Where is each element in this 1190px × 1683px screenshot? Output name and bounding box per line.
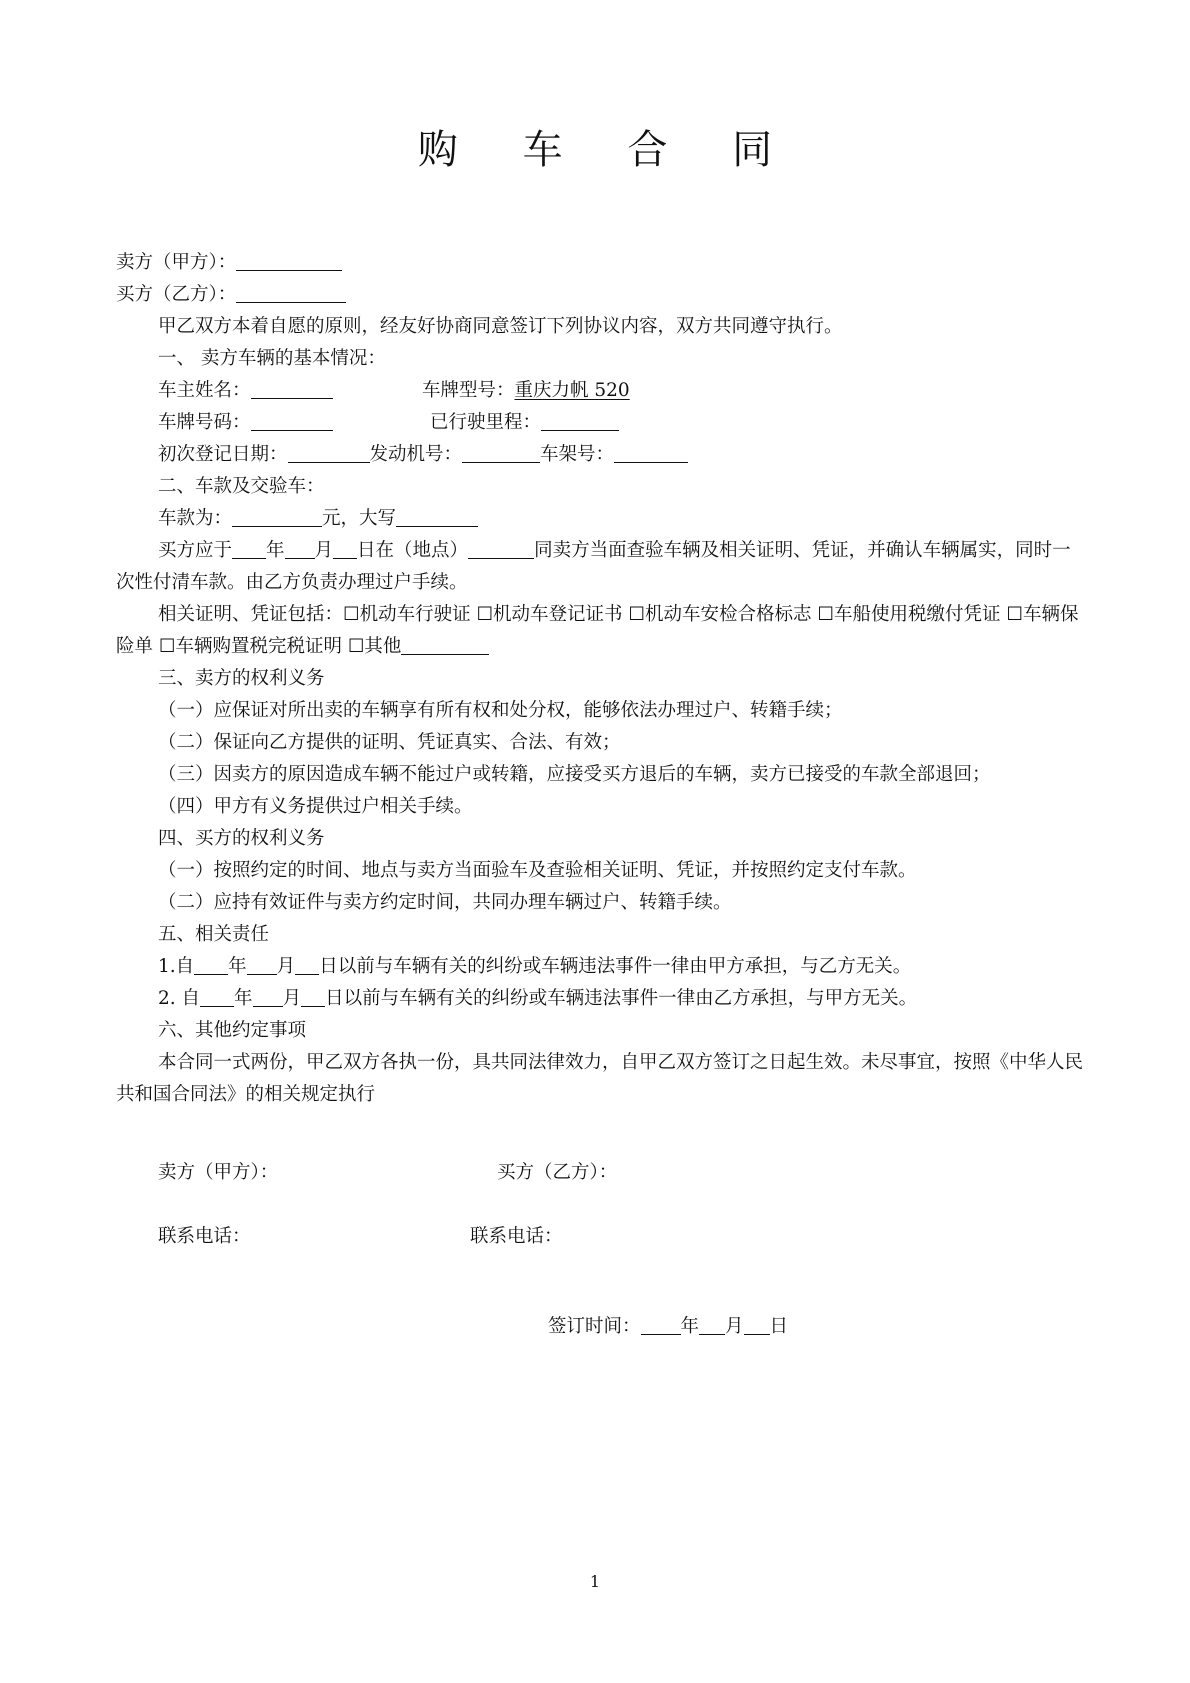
item2-prefix: 2. 自 [158, 988, 201, 1009]
item2-year-blank[interactable] [200, 984, 234, 1007]
owner-label: 车主姓名： [158, 380, 251, 401]
owner-cell [158, 375, 422, 407]
item1-text: 日以前与车辆有关的纠纷或车辆违法事件一律由甲方承担，与乙方无关。 [319, 956, 912, 977]
signing-year-label: 年 [680, 1316, 700, 1337]
seller-signature-label: 卖方（甲方）： [158, 1162, 279, 1183]
inspection-paragraph [116, 535, 1084, 599]
other-docs-blank[interactable] [401, 632, 489, 655]
plate-cell [158, 407, 430, 439]
buyer-line [116, 279, 1084, 311]
plate-mileage-row [116, 407, 1084, 439]
mileage-label: 已行驶里程： [430, 412, 542, 433]
inspect-day-blank[interactable] [333, 536, 357, 559]
item1-month-blank[interactable] [247, 952, 277, 975]
item2-month-blank[interactable] [253, 984, 283, 1007]
reg-engine-frame-row [116, 439, 1084, 471]
item2-day-blank[interactable] [301, 984, 325, 1007]
item2-month-label: 月 [282, 988, 302, 1009]
mileage-blank[interactable] [541, 408, 619, 431]
section1-heading: 一、 卖方车辆的基本情况： [158, 348, 386, 369]
intro-paragraph: 甲乙双方本着自愿的原则，经友好协商同意签订下列协议内容，双方共同遵守执行。 [158, 316, 843, 337]
plate-label: 车牌号码： [158, 412, 251, 433]
price-label: 车款为： [158, 508, 233, 529]
buyer-name-blank[interactable] [236, 280, 346, 303]
buyer-signature-label: 买方（乙方）： [497, 1162, 618, 1183]
inspect-place-blank[interactable] [468, 536, 534, 559]
section3-item-4: （四）甲方有义务提供过户相关手续。 [158, 796, 473, 817]
model-cell [422, 375, 630, 407]
contract-body [116, 247, 1084, 1111]
seller-line [116, 247, 1084, 279]
section3-item-3: （三）因卖方的原因造成车辆不能过户或转籍，应接受买方退后的车辆，卖方已接受的车款全部退回； [158, 764, 991, 785]
section5-heading: 五、相关责任 [158, 924, 270, 945]
seller-name-blank[interactable] [236, 248, 342, 271]
documents-paragraph [116, 599, 1084, 663]
inspect-month-blank[interactable] [285, 536, 315, 559]
item1-day-blank[interactable] [295, 952, 319, 975]
signing-month-blank[interactable] [699, 1312, 725, 1335]
document-title: 购 车 合 同 [417, 127, 799, 173]
page-number: 1 [589, 1572, 601, 1591]
regdate-blank[interactable] [288, 440, 370, 463]
inspect-year-blank[interactable] [232, 536, 266, 559]
section6-text: 本合同一式两份，甲乙双方各执一份，具共同法律效力，自甲乙双方签订之日起生效。未尽事宜，按照《中华人民共和国合同法》的相关规定执行 [116, 1052, 1084, 1105]
section4-item-2: （二）应持有效证件与卖方约定时间，共同办理车辆过户、转籍手续。 [158, 892, 732, 913]
owner-model-row [116, 375, 1084, 407]
item2-text: 日以前与车辆有关的纠纷或车辆违法事件一律由乙方承担，与甲方无关。 [325, 988, 918, 1009]
section3-item-2: （二）保证向乙方提供的证明、凭证真实、合法、有效； [158, 732, 621, 753]
signing-month-label: 月 [725, 1316, 744, 1337]
item2-year-label: 年 [234, 988, 253, 1009]
inspect-year-label: 年 [266, 540, 285, 561]
section6-heading: 六、其他约定事项 [158, 1020, 307, 1041]
item1-year-label: 年 [228, 956, 247, 977]
seller-label: 卖方（甲方）： [116, 252, 237, 273]
model-value: 重庆力帆 520 [514, 380, 630, 401]
regdate-label: 初次登记日期： [158, 444, 288, 465]
model-label: 车牌型号： [422, 380, 515, 401]
item1-prefix: 1.自 [158, 956, 195, 977]
inspect-prefix: 买方应于 [158, 540, 233, 561]
inspect-text: 同卖方当面查验车辆及相关证明、凭证，并确认车辆属实，同时一次性付清车款。由乙方负责办理过户手续。 [116, 540, 1071, 593]
frame-label: 车架号： [540, 444, 615, 465]
price-line [116, 503, 1084, 535]
item1-month-label: 月 [276, 956, 296, 977]
buyer-phone-label: 联系电话： [470, 1226, 563, 1247]
signing-day-blank[interactable] [744, 1312, 770, 1335]
price-words-label: 元，大写 [322, 508, 397, 529]
item1-year-blank[interactable] [194, 952, 228, 975]
frame-blank[interactable] [614, 440, 688, 463]
inspect-month-label: 月 [314, 540, 334, 561]
price-number-blank[interactable] [232, 504, 322, 527]
mileage-cell [430, 407, 619, 439]
plate-blank[interactable] [251, 408, 333, 431]
signing-year-blank[interactable] [641, 1312, 681, 1335]
signing-day-label: 日 [769, 1316, 789, 1337]
owner-blank[interactable] [251, 376, 333, 399]
section5-item-1 [116, 951, 1084, 983]
engine-label: 发动机号： [369, 444, 463, 465]
buyer-label: 买方（乙方）： [116, 284, 237, 305]
section2-heading: 二、车款及交验车： [158, 476, 325, 497]
section3-heading: 三、卖方的权利义务 [158, 668, 325, 689]
signing-date-label: 签订时间： [548, 1316, 641, 1337]
engine-blank[interactable] [462, 440, 540, 463]
section4-heading: 四、买方的权利义务 [158, 828, 325, 849]
documents-list: 相关证明、凭证包括：☐机动车行驶证 ☐机动车登记证书 ☐机动车安检合格标志 ☐车船使用税缴付凭证 ☐车辆保险单 ☐车辆购置税完税证明 ☐其他 [116, 604, 1079, 657]
section5-item-2 [116, 983, 1084, 1015]
signing-date [548, 1312, 788, 1342]
inspect-place-label: 日在（地点） [357, 540, 469, 561]
price-words-blank[interactable] [396, 504, 478, 527]
seller-phone-label: 联系电话： [158, 1226, 251, 1247]
section3-item-1: （一）应保证对所出卖的车辆享有所有权和处分权，能够依法办理过户、转籍手续； [158, 700, 843, 721]
section4-item-1: （一）按照约定的时间、地点与卖方当面验车及查验相关证明、凭证，并按照约定支付车款。 [158, 860, 917, 881]
